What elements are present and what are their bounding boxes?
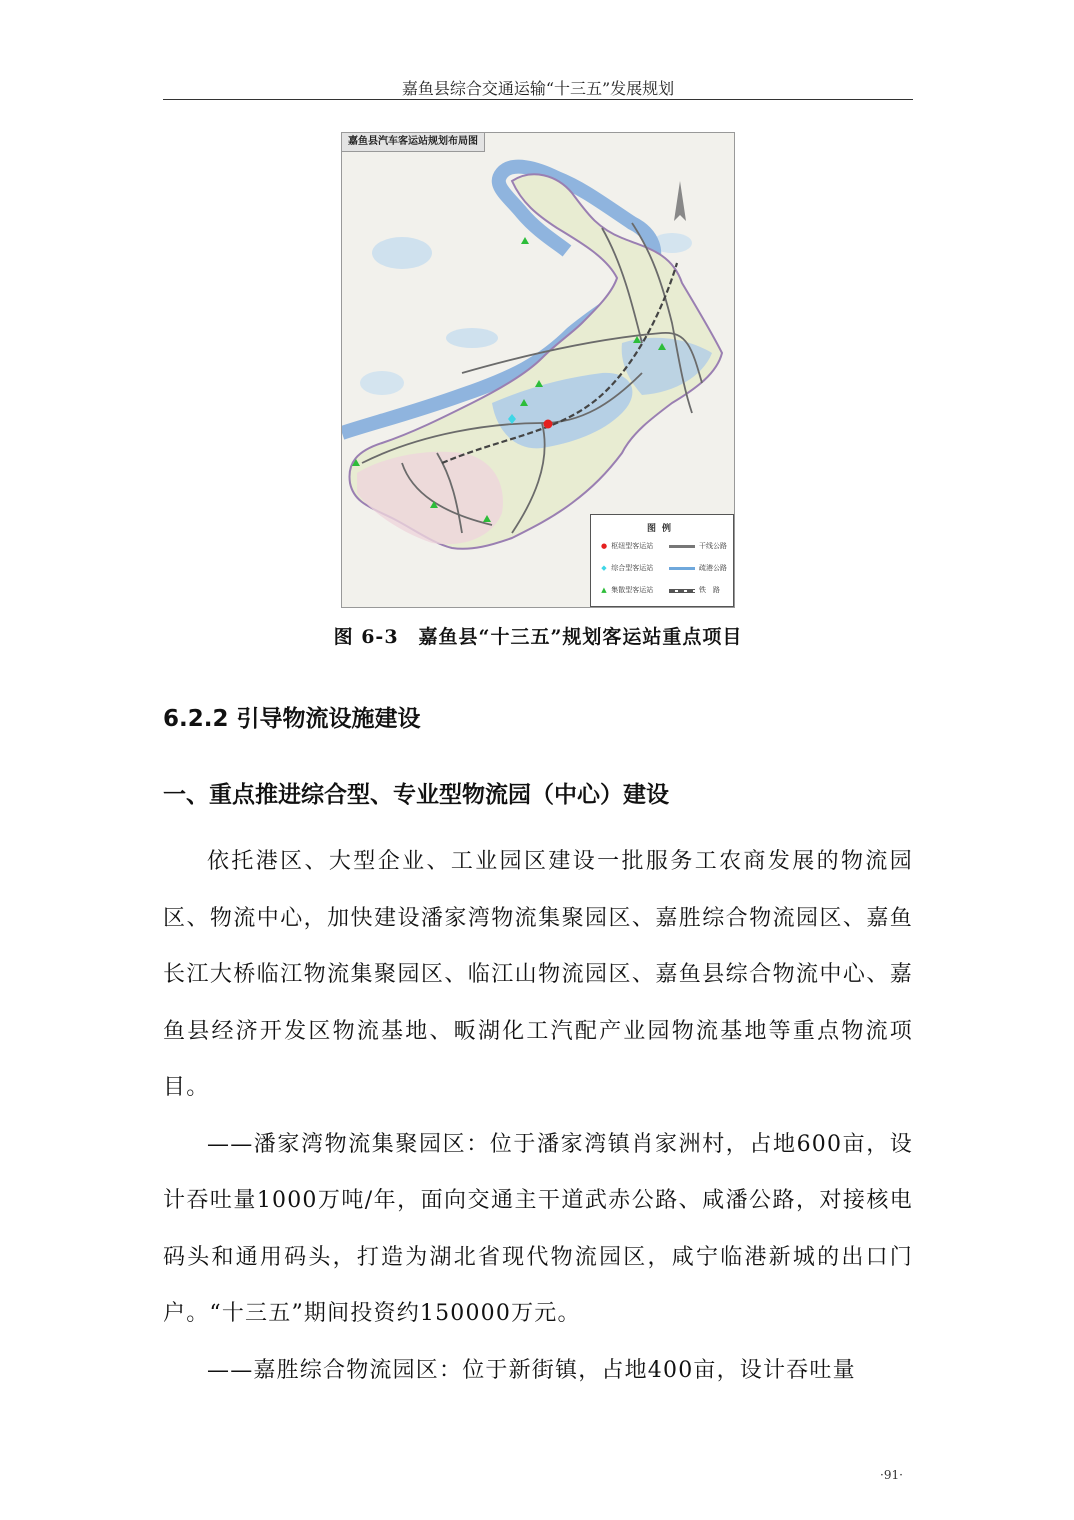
legend-label: 综合型客运站 [611, 564, 654, 572]
cyan-diamond-icon: ◆ [601, 564, 607, 572]
trunk-road-swatch [669, 545, 695, 548]
figure-caption: 图 6-3 嘉鱼县“十三五”规划客运站重点项目 [333, 626, 743, 648]
collector-station-marker [521, 237, 529, 244]
map-figure [341, 132, 735, 608]
legend-item-collector [599, 584, 653, 596]
paragraph: ——潘家湾物流集聚园区：位于潘家湾镇肖家洲村，占地600亩，设计吞吐量1000万吨/年，面向交通主干道武赤公路、咸潘公路，对接核电码头和通用码头，打造为湖北省现代物流园区，咸宁临港新城的出口门户。“十三五”期间投资约150000万元。 [163, 1131, 913, 1326]
map-title: 嘉鱼县汽车客运站规划布局图 [342, 133, 485, 152]
green-triangle-icon: ▲ [601, 586, 607, 594]
legend-label: 干线公路 [699, 542, 727, 550]
port-road-swatch [669, 567, 695, 570]
header-rule [163, 99, 913, 100]
railway-swatch [669, 589, 695, 593]
hub-station-marker [544, 420, 553, 429]
page-header: 嘉鱼县综合交通运输“十三五”发展规划 [401, 79, 675, 98]
subsection-heading: 一、重点推进综合型、专业型物流园（中心）建设 [163, 782, 669, 808]
section-heading: 6.2.2 引导物流设施建设 [163, 706, 421, 732]
lake-shape [372, 237, 432, 269]
lake-shape [446, 328, 498, 348]
north-arrow-icon [674, 181, 686, 221]
legend-label: 铁 路 [699, 586, 720, 594]
legend-label: 枢纽型客运站 [611, 542, 654, 550]
legend-item-hub [599, 540, 653, 552]
paragraph: ——嘉胜综合物流园区：位于新街镇，占地400亩，设计吞吐量 [207, 1357, 856, 1383]
page-number: ·91· [880, 1468, 903, 1482]
legend-label: 集散型客运站 [611, 586, 654, 594]
map-legend [590, 514, 734, 607]
red-circle-icon: ● [600, 542, 608, 550]
township-zone [357, 452, 503, 545]
lake-shape [360, 371, 404, 395]
lake-zone [622, 338, 712, 395]
body-text [163, 834, 913, 1399]
legend-title: 图例 [646, 524, 677, 534]
paragraph: 依托港区、大型企业、工业园区建设一批服务工农商发展的物流园区、物流中心，加快建设潘家湾物流集聚园区、嘉胜综合物流园区、嘉鱼长江大桥临江物流集聚园区、临江山物流园区、嘉鱼县综合物流中心、嘉鱼县经济开发区物流基地、畈湖化工汽配产业园物流基地等重点物流项目。 [163, 849, 913, 1100]
legend-label: 疏港公路 [699, 564, 727, 572]
legend-item-comprehensive [599, 562, 653, 574]
